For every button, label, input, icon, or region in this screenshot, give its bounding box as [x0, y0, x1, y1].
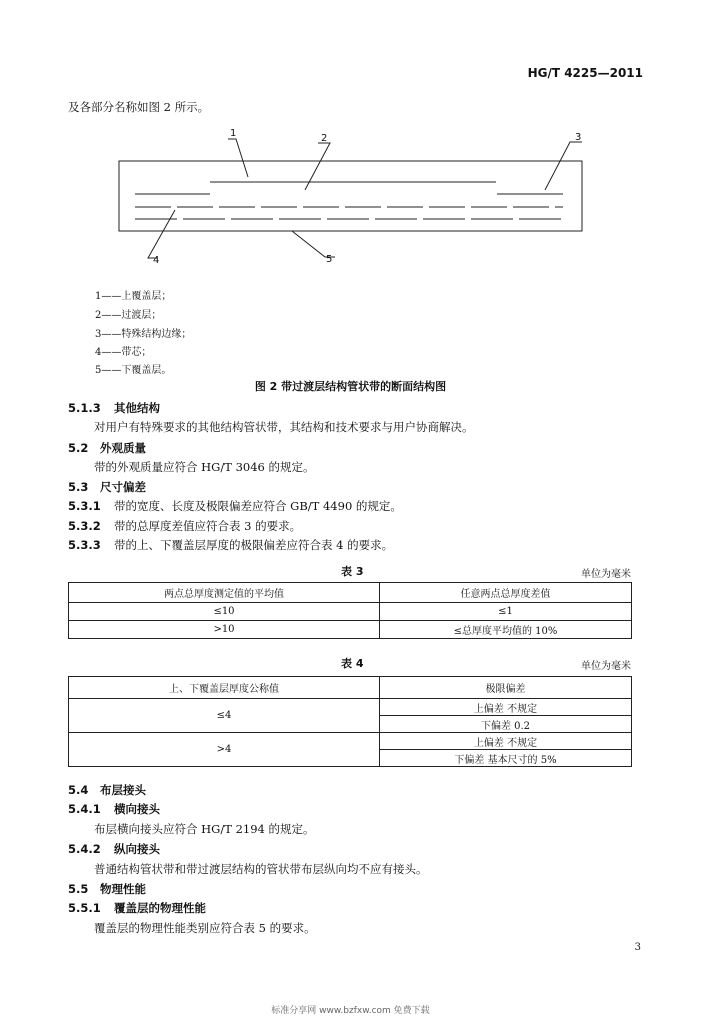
- legend-item-5: 5——下覆盖层。: [95, 365, 172, 376]
- table4-cell: 上偏差 不规定: [380, 699, 632, 716]
- table3-cell: ≤总厚度平均值的 10%: [380, 621, 632, 639]
- table4-cell: 下偏差 0.2: [380, 716, 632, 733]
- table4-unit: 单位为毫米: [581, 661, 631, 672]
- section-body: 覆盖层的物理性能类别应符合表 5 的要求。: [94, 921, 316, 935]
- table3: [68, 582, 632, 639]
- section-line: 5.3.1 带的宽度、长度及极限偏差应符合 GB/T 4490 的规定。: [68, 499, 402, 513]
- section-body: 对用户有特殊要求的其他结构管状带，其结构和技术要求与用户协商解决。: [94, 420, 474, 434]
- page-number: 3: [634, 942, 641, 953]
- section-heading: 5.5.1 覆盖层的物理性能: [68, 901, 206, 915]
- table4-header: 上、下覆盖层厚度公称值: [69, 677, 380, 699]
- table4-cell: >4: [69, 733, 380, 767]
- section-heading: 5.4 布层接头: [68, 783, 146, 797]
- section-line: 5.3.3 带的上、下覆盖层厚度的极限偏差应符合表 4 的要求。: [68, 538, 394, 552]
- intro-text: 及各部分名称如图 2 所示。: [68, 100, 210, 114]
- table3-header: 任意两点总厚度差值: [380, 583, 632, 603]
- callout-5: 5: [326, 254, 333, 265]
- table3-unit: 单位为毫米: [581, 569, 631, 580]
- section-heading: 5.5 物理性能: [68, 882, 146, 896]
- section-heading: 5.3 尺寸偏差: [68, 480, 146, 494]
- belt-outline: [119, 161, 582, 231]
- cross-section-figure: [0, 0, 701, 300]
- section-heading: 5.4.2 纵向接头: [68, 842, 160, 856]
- table4-cell: 上偏差 不规定: [380, 733, 632, 750]
- table3-header: 两点总厚度测定值的平均值: [69, 583, 380, 603]
- section-body: 普通结构管状带和带过渡层结构的管状带布层纵向均不应有接头。: [94, 862, 428, 876]
- table3-cell: ≤10: [69, 603, 380, 621]
- table4-cell: 下偏差 基本尺寸的 5%: [380, 750, 632, 767]
- legend-item-3: 3——特殊结构边缘；: [95, 329, 192, 340]
- callout-4: 4: [153, 255, 160, 266]
- section-line: 5.3.2 带的总厚度差值应符合表 3 的要求。: [68, 519, 302, 533]
- section-body: 布层横向接头应符合 HG/T 2194 的规定。: [94, 822, 315, 836]
- table4-cell: ≤4: [69, 699, 380, 733]
- callout-2: 2: [321, 133, 328, 144]
- legend-item-4: 4——带芯；: [95, 347, 152, 358]
- table4-title: 表 4: [341, 657, 364, 670]
- figure-caption: 图 2 带过渡层结构管状带的断面结构图: [254, 380, 447, 393]
- legend-item-2: 2——过渡层；: [95, 310, 162, 321]
- watermark-footer: 标准分享网 www.bzfxw.com 免费下载: [271, 1006, 430, 1016]
- table3-cell: >10: [69, 621, 380, 639]
- section-heading: 5.2 外观质量: [68, 441, 146, 455]
- table3-title: 表 3: [341, 565, 364, 578]
- legend-item-1: 1——上覆盖层；: [95, 291, 172, 302]
- section-body: 带的外观质量应符合 HG/T 3046 的规定。: [94, 460, 315, 474]
- section-heading: 5.4.1 横向接头: [68, 802, 160, 816]
- callout-1: 1: [230, 128, 237, 139]
- section-heading: 5.1.3 其他结构: [68, 401, 160, 415]
- standard-code: HG/T 4225—2011: [527, 66, 643, 80]
- table4-header: 极限偏差: [380, 677, 632, 699]
- callout-3: 3: [575, 132, 582, 143]
- table3-cell: ≤1: [380, 603, 632, 621]
- table4: [68, 676, 632, 767]
